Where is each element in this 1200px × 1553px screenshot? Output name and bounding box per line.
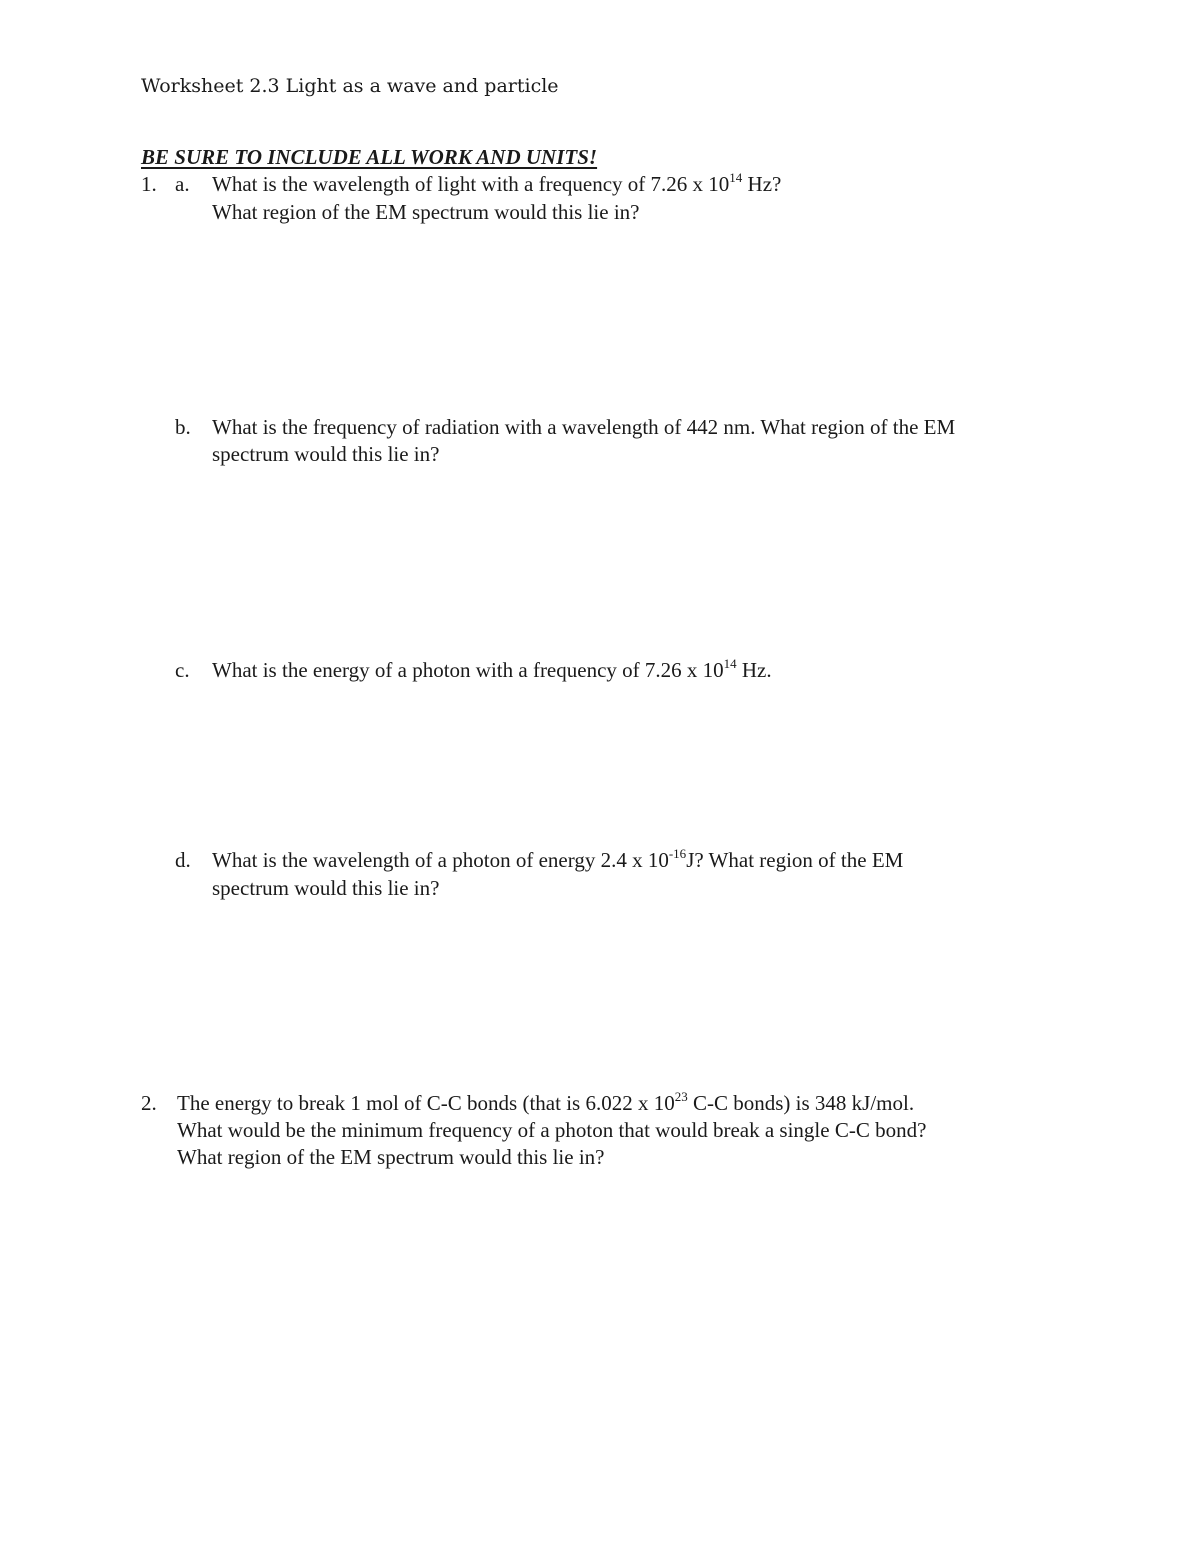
question-1-number: 1. [141,172,157,196]
exponent: 14 [729,170,743,185]
question-1d-text: What is the wavelength of a photon of energy 2.4 x 10 [212,848,669,872]
question-1b-line-1: What is the frequency of radiation with a wavelength of 442 nm. What region of the EM [212,415,956,439]
question-1c-unit: Hz. [736,658,772,682]
question-1c-text: What is the energy of a photon with a frequency of 7.26 x 10 [212,658,724,682]
question-1a-line-1 [212,171,781,198]
question-1d-line-1 [212,847,903,874]
question-2-line-3: What region of the EM spectrum would this lie in? [177,1145,605,1169]
question-1b-label: b. [175,415,191,439]
question-1c-line-1 [212,657,772,684]
question-1a-line-2: What region of the EM spectrum would this lie in? [212,200,640,224]
instructions-banner: BE SURE TO INCLUDE ALL WORK AND UNITS! [141,145,598,169]
question-1d-label: d. [175,848,191,872]
question-2-number: 2. [141,1091,157,1115]
question-1a-unit: Hz? [742,172,782,196]
page-title: Worksheet 2.3 Light as a wave and particle [141,75,559,97]
question-2-text-cont: C-C bonds) is 348 kJ/mol. [687,1091,915,1115]
question-1a-text: What is the wavelength of light with a frequency of 7.26 x 10 [212,172,730,196]
question-2-line-1 [177,1090,914,1117]
exponent: 23 [674,1089,688,1104]
question-1a-label: a. [175,172,190,196]
exponent: 14 [723,656,737,671]
question-2-line-2: What would be the minimum frequency of a photon that would break a single C-C bond? [177,1118,927,1142]
question-1b-line-2: spectrum would this lie in? [212,442,440,466]
exponent: -16 [668,846,687,861]
question-2-text: The energy to break 1 mol of C-C bonds (that is 6.022 x 10 [177,1091,675,1115]
question-1c-label: c. [175,658,190,682]
question-1d-unit: J? What region of the EM [686,848,904,872]
question-1d-line-2: spectrum would this lie in? [212,876,440,900]
